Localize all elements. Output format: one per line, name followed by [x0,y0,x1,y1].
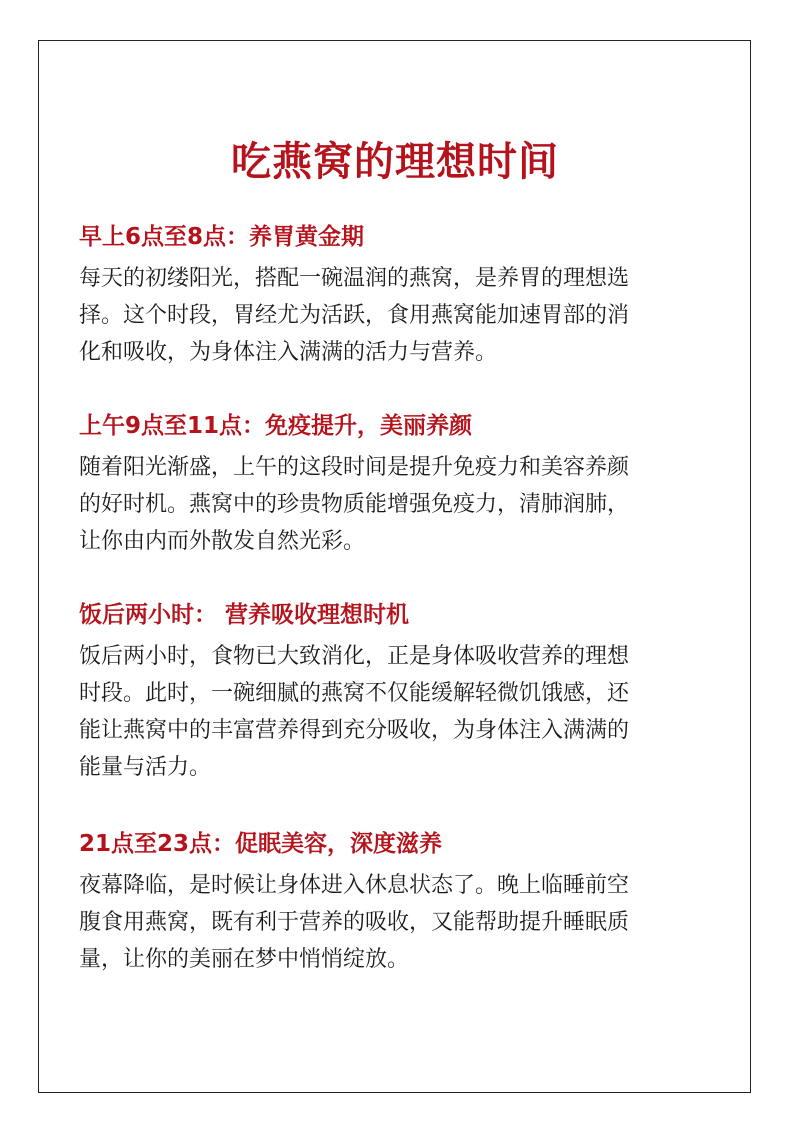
section-heading: 饭后两小时： 营养吸收理想时机 [79,602,410,628]
body-line: 让你由内而外散发自然光彩。 [79,529,366,554]
section-heading: 早上6点至8点：养胃黄金期 [79,224,365,250]
section-after-meal [79,600,711,786]
body-line: 夜幕降临，是时候让身体进入休息状态了。晚上临睡前空 [79,873,630,898]
body-line: 择。这个时段，胃经尤为活跃，食用燕窝能加速胃部的消 [79,303,630,328]
body-line: 腹食用燕窝，既有利于营养的吸收，又能帮助提升睡眠质 [79,910,630,935]
page-title: 吃燕窝的理想时间 [231,137,559,185]
body-line: 量，让你的美丽在梦中悄悄绽放。 [79,947,410,972]
section-body [79,449,711,560]
section-forenoon [79,411,711,560]
body-line: 的好时机。燕窝中的珍贵物质能增强免疫力，清肺润肺， [79,492,630,517]
body-line: 化和吸收，为身体注入满满的活力与营养。 [79,340,498,365]
section-heading: 上午9点至11点：免疫提升，美丽养颜 [79,413,473,439]
body-line: 能让燕窝中的丰富营养得到充分吸收，为身体注入满满的 [79,718,630,743]
body-line: 时段。此时，一碗细腻的燕窝不仅能缓解轻微饥饿感，还 [79,681,630,706]
section-body [79,867,711,978]
section-body [79,260,711,371]
section-night [79,829,711,978]
section-body [79,638,711,786]
body-line: 每天的初缕阳光，搭配一碗温润的燕窝，是养胃的理想选 [79,266,630,291]
section-heading: 21点至23点：促眠美容，深度滋养 [79,831,443,857]
body-line: 能量与活力。 [79,755,212,780]
section-morning [79,222,711,371]
body-line: 随着阳光渐盛，上午的这段时间是提升免疫力和美容养颜 [79,455,630,480]
body-line: 饭后两小时，食物已大致消化，正是身体吸收营养的理想 [79,644,630,669]
